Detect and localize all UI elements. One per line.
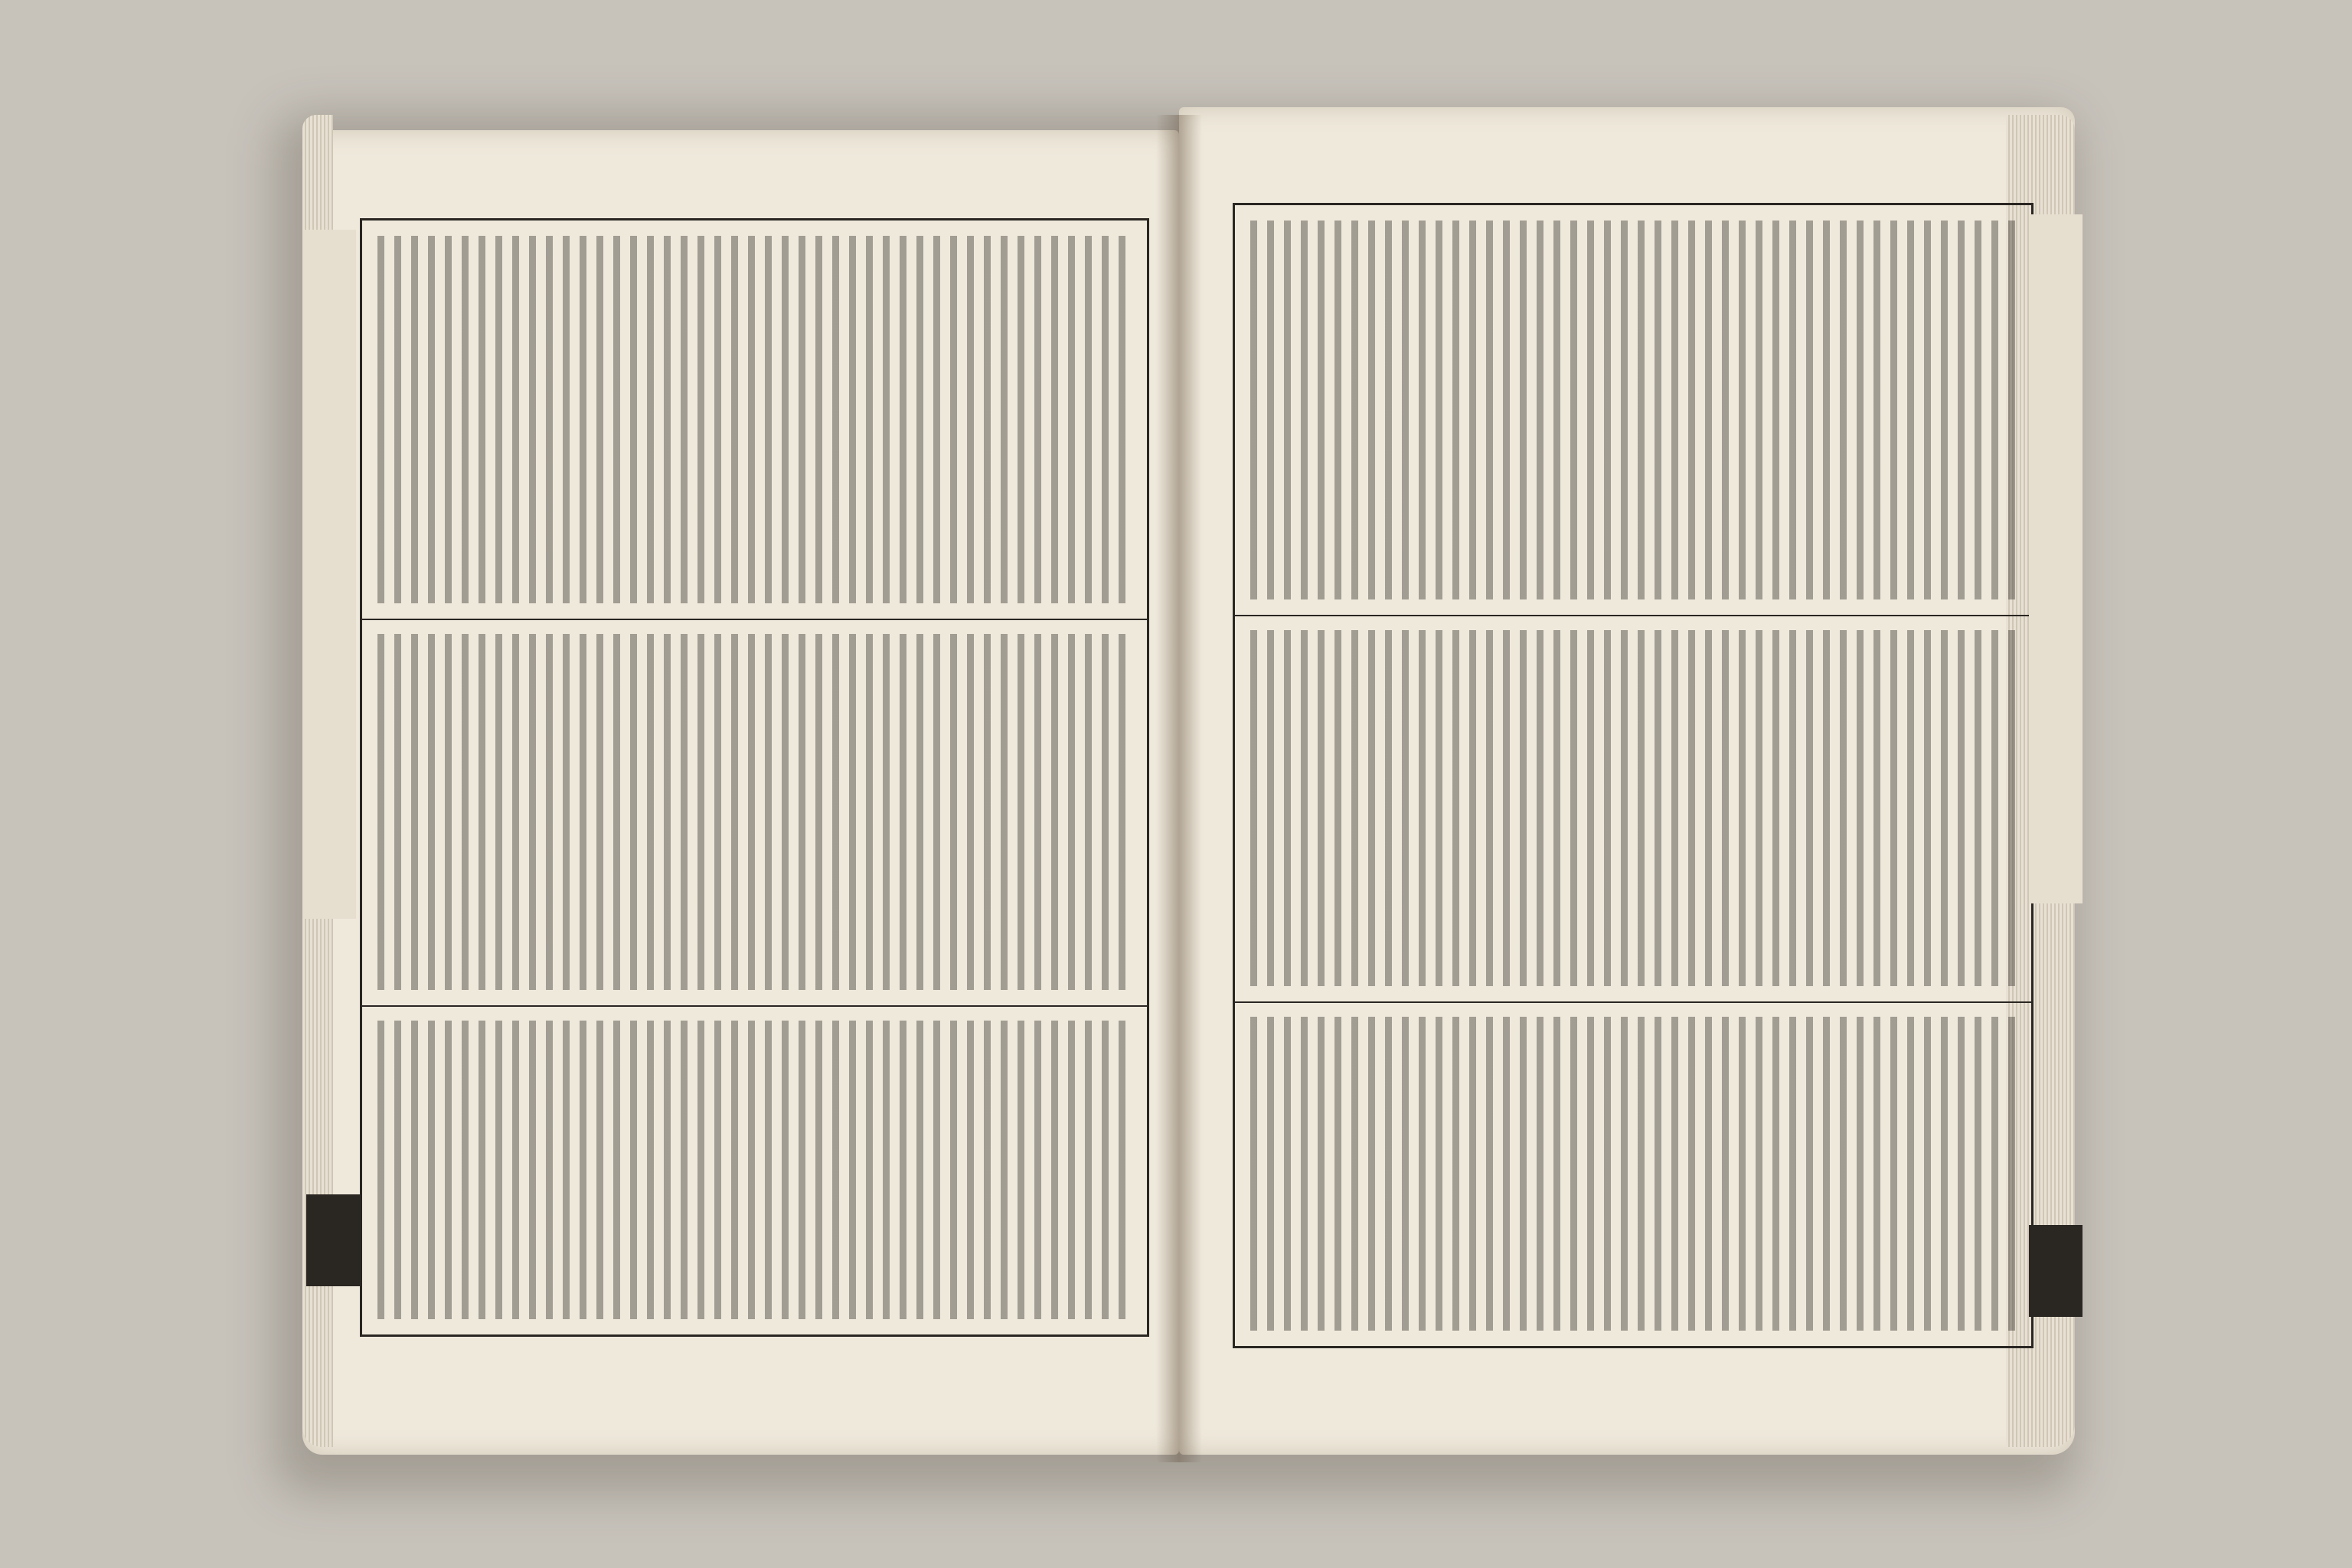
left-register-rule [362,619,1147,620]
left-middle-text-block [377,634,1132,990]
right-middle-text-block [1250,630,2016,986]
left-register-rule [362,1005,1147,1007]
right-lower-text-block [1250,1017,2016,1331]
left-page-margin-title [302,230,356,919]
book-gutter [1156,115,1202,1462]
right-page-margin-title [2029,214,2082,903]
right-page-frame [1233,203,2034,1348]
right-page-number-tab [2029,1225,2082,1317]
right-register-rule [1235,1001,2031,1003]
left-lower-text-block [377,1021,1132,1319]
left-page-number-tab [306,1194,360,1286]
right-upper-text-block [1250,220,2016,599]
left-upper-text-block [377,236,1132,603]
left-page-frame [360,218,1149,1337]
right-register-rule [1235,615,2031,616]
